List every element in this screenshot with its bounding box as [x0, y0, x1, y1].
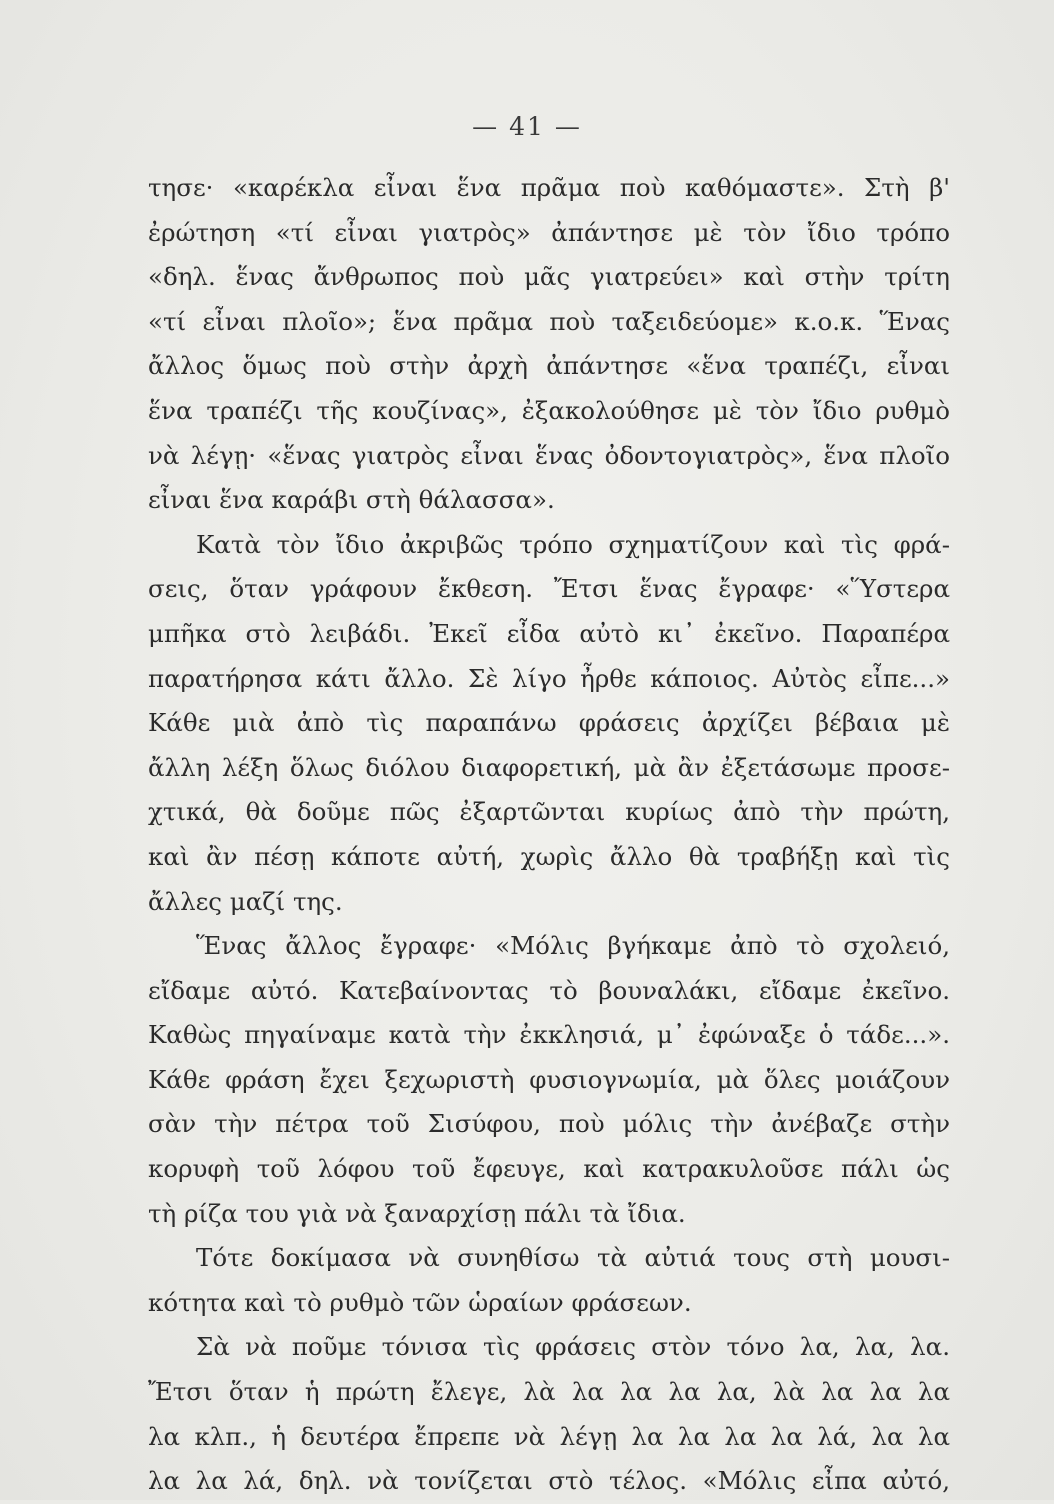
text-line: νὰ λέγῃ· «ἕνας γιατρὸς εἶναι ἕνας ὀδοντογιατρὸς», ἕνα πλοῖο	[148, 440, 950, 470]
text-line: Καθὼς πηγαίναμε κατὰ τὴν ἐκκλησιά, μ᾿ ἐφώναξε ὁ τάδε...».	[148, 1020, 950, 1050]
text-line: «δηλ. ἕνας ἄνθρωπος ποὺ μᾶς γιατρεύει» καὶ στὴν τρίτη	[148, 262, 950, 292]
text-line: Κάθε φράση ἔχει ξεχωριστὴ φυσιογνωμία, μὰ ὅλες μοιάζουν	[148, 1064, 950, 1094]
text-line: λα κλπ., ἡ δευτέρα ἔπρεπε νὰ λέγῃ λα λα λα λα λά, λα λα	[148, 1421, 950, 1451]
text-line: Ἔτσι ὅταν ἡ πρώτη ἔλεγε, λὰ λα λα λα λα, λὰ λα λα λα	[148, 1377, 950, 1407]
text-line: Κάθε μιὰ ἀπὸ τὶς παραπάνω φράσεις ἀρχίζει βέβαια μὲ	[148, 708, 950, 738]
body-text	[148, 166, 950, 1504]
text-line: σὰν τὴν πέτρα τοῦ Σισύφου, ποὺ μόλις τὴν ἀνέβαζε στὴν	[148, 1109, 950, 1139]
text-line: Ἕνας ἄλλος ἔγραφε· «Μόλις βγήκαμε ἀπὸ τὸ σχολειό,	[196, 931, 950, 961]
text-line: χτικά, θὰ δοῦμε πῶς ἐξαρτῶνται κυρίως ἀπὸ τὴν πρώτη,	[148, 797, 950, 827]
text-line: Κατὰ τὸν ἴδιο ἀκριβῶς τρόπο σχηματίζουν καὶ τὶς φρά-	[196, 529, 950, 559]
text-line: εἶναι ἕνα καράβι στὴ θάλασσα».	[148, 485, 555, 515]
text-line: ἕνα τραπέζι τῆς κουζίνας», ἐξακολούθησε μὲ τὸν ἴδιο ρυθμὸ	[148, 395, 950, 425]
page-number: — 41 —	[472, 112, 582, 141]
text-line: ἄλλες μαζί της.	[148, 886, 343, 916]
text-line: καὶ ἂν πέσῃ κάποτε αὐτή, χωρὶς ἄλλο θὰ τραβήξῃ καὶ τὶς	[148, 841, 950, 871]
text-line: ἄλλος ὅμως ποὺ στὴν ἀρχὴ ἀπάντησε «ἕνα τραπέζι, εἶναι	[148, 351, 950, 381]
text-line: μπῆκα στὸ λειβάδι. Ἐκεῖ εἶδα αὐτὸ κι᾿ ἐκεῖνο. Παραπέρα	[148, 618, 950, 648]
text-line: ἐρώτηση «τί εἶναι γιατρὸς» ἀπάντησε μὲ τὸν ἴδιο τρόπο	[148, 217, 950, 247]
text-line: σεις, ὅταν γράφουν ἔκθεση. Ἔτσι ἕνας ἔγραφε· «Ὕστερα	[148, 574, 950, 604]
text-line: «τί εἶναι πλοῖο»; ἕνα πρᾶμα ποὺ ταξειδεύομε» κ.ο.κ. Ἕνας	[148, 306, 950, 336]
text-line: κορυφὴ τοῦ λόφου τοῦ ἔφευγε, καὶ κατρακυλοῦσε πάλι ὡς	[148, 1154, 950, 1184]
text-line: λα λα λά, δηλ. νὰ τονίζεται στὸ τέλος. «Μόλις εἶπα αὐτό,	[148, 1466, 950, 1496]
text-line: παρατήρησα κάτι ἄλλο. Σὲ λίγο ἦρθε κάποιος. Αὐτὸς εἶπε...»	[148, 663, 950, 693]
text-line: ἄλλη λέξη ὅλως διόλου διαφορετική, μὰ ἂν ἐξετάσωμε προσε-	[148, 752, 950, 782]
text-line: τησε· «καρέκλα εἶναι ἕνα πρᾶμα ποὺ καθόμαστε». Στὴ β'	[148, 173, 950, 202]
text-line: εἴδαμε αὐτό. Κατεβαίνοντας τὸ βουναλάκι, εἴδαμε ἐκεῖνο.	[148, 975, 950, 1005]
text-line: Σὰ νὰ ποῦμε τόνισα τὶς φράσεις στὸν τόνο λα, λα, λα.	[196, 1332, 950, 1362]
text-line: τὴ ρίζα του γιὰ νὰ ξαναρχίσῃ πάλι τὰ ἴδια.	[148, 1198, 686, 1228]
text-line: Τότε δοκίμασα νὰ συνηθίσω τὰ αὐτιά τους στὴ μουσι-	[196, 1243, 950, 1273]
text-line: κότητα καὶ τὸ ρυθμὸ τῶν ὡραίων φράσεων.	[148, 1287, 692, 1317]
